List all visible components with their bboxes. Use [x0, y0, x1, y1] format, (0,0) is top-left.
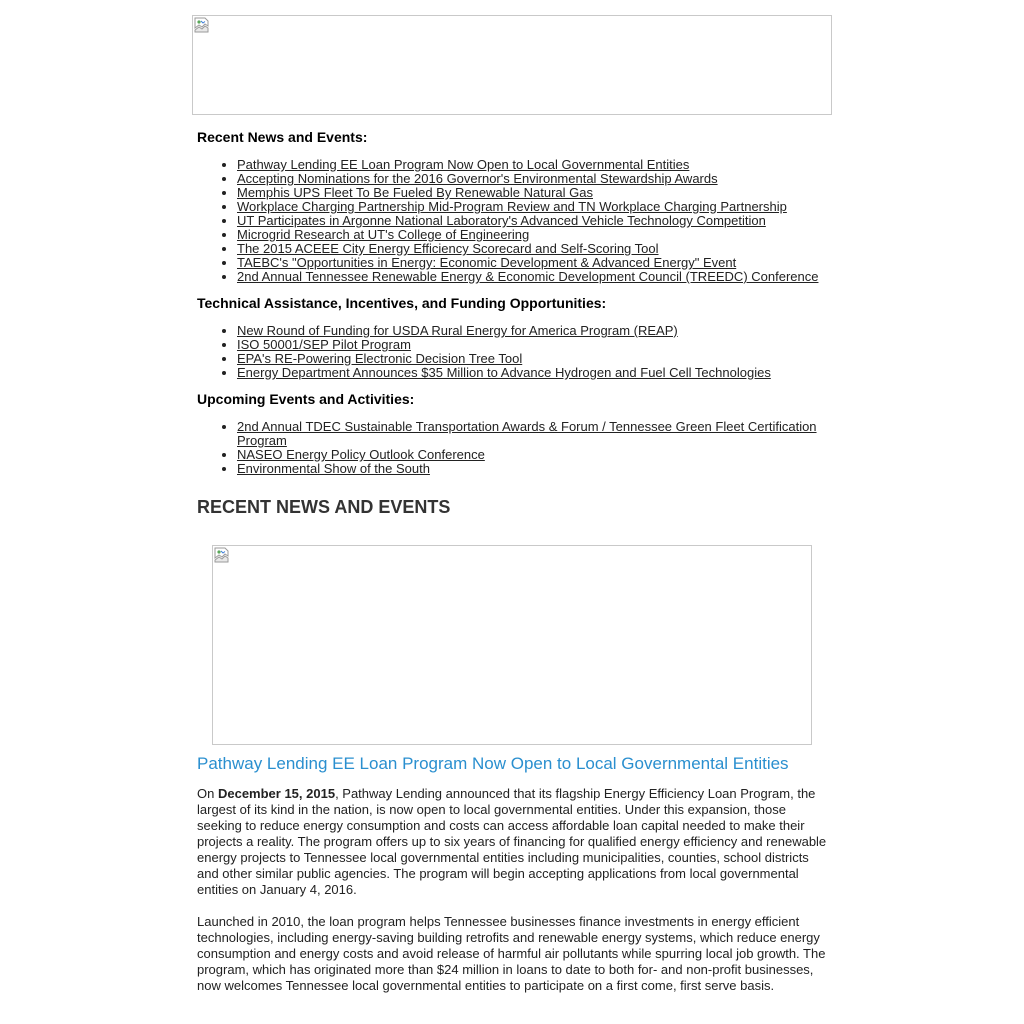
article-paragraph: Launched in 2010, the loan program helps Tennessee businesses finance investments in energy efficient technologies, including energy-saving building retrofits and renewable energy systems, which reduce energy consumption and energy costs and avoid release of harmful air pollutants while spurring local job growth. The program, which has originated more than $24 million in loans to date to both for- and non-profit businesses, now welcomes Tennessee local governmental entities to participate on a first come, first serve basis.	[197, 914, 826, 993]
list-item	[237, 448, 827, 462]
article-paragraph	[197, 786, 827, 898]
article-body	[197, 786, 827, 994]
header-banner-image	[192, 15, 832, 115]
article-text: , Pathway Lending announced that its flagship Energy Efficiency Loan Program, the largest of its kind in the nation, is now open to local governmental entities. Under this expansion, those seeking to reduce energy consumption and costs can access affordable loan capital needed to make their projects a reality. The program offers up to six years of financing for qualified energy efficiency and renewable energy projects to Tennessee local governmental entities including municipalities, counties, school districts and other similar public agencies. The program will begin accepting applications from local governmental entities on January 4, 2016.	[197, 786, 827, 897]
technical-assistance-link[interactable]: New Round of Funding for USDA Rural Energy for America Program (REAP)	[237, 323, 678, 338]
list-item	[237, 270, 827, 284]
upcoming-event-link[interactable]: Environmental Show of the South	[237, 461, 430, 476]
newsletter-content	[197, 128, 827, 1010]
recent-news-list	[197, 158, 827, 284]
recent-news-link[interactable]: The 2015 ACEEE City Energy Efficiency Scorecard and Self-Scoring Tool	[237, 241, 659, 256]
technical-assistance-link[interactable]: ISO 50001/SEP Pilot Program	[237, 337, 411, 352]
recent-news-link[interactable]: Workplace Charging Partnership Mid-Program Review and TN Workplace Charging Partnership	[237, 199, 787, 214]
broken-image-icon	[194, 17, 210, 33]
list-item	[237, 200, 827, 214]
list-item	[237, 186, 827, 200]
list-item	[237, 158, 827, 172]
technical-assistance-section-heading: Technical Assistance, Incentives, and Funding Opportunities:	[197, 295, 607, 311]
recent-news-heading: RECENT NEWS AND EVENTS	[197, 497, 451, 517]
list-item	[237, 256, 827, 270]
list-item	[237, 214, 827, 228]
list-item	[237, 462, 827, 476]
recent-news-link[interactable]: Memphis UPS Fleet To Be Fueled By Renewable Natural Gas	[237, 185, 593, 200]
technical-assistance-link[interactable]: Energy Department Announces $35 Million to Advance Hydrogen and Fuel Cell Technologies	[237, 365, 771, 380]
upcoming-events-list	[197, 420, 827, 476]
recent-news-link[interactable]: Microgrid Research at UT's College of Engineering	[237, 227, 530, 242]
list-item	[237, 366, 827, 380]
list-item	[237, 338, 827, 352]
recent-news-link[interactable]: 2nd Annual Tennessee Renewable Energy & Economic Development Council (TREEDC) Conference	[237, 269, 819, 284]
article-title[interactable]: Pathway Lending EE Loan Program Now Open to Local Governmental Entities	[197, 754, 789, 773]
upcoming-events-section-heading: Upcoming Events and Activities:	[197, 391, 415, 407]
upcoming-event-link[interactable]: 2nd Annual TDEC Sustainable Transportation Awards & Forum / Tennessee Green Fleet Certification Program	[237, 419, 817, 448]
recent-news-link[interactable]: TAEBC's "Opportunities in Energy: Economic Development & Advanced Energy" Event	[237, 255, 737, 270]
recent-news-link[interactable]: UT Participates in Argonne National Laboratory's Advanced Vehicle Technology Competition	[237, 213, 766, 228]
technical-assistance-list	[197, 324, 827, 380]
recent-news-link[interactable]: Pathway Lending EE Loan Program Now Open to Local Governmental Entities	[237, 157, 690, 172]
list-item	[237, 172, 827, 186]
technical-assistance-link[interactable]: EPA's RE-Powering Electronic Decision Tree Tool	[237, 351, 523, 366]
article-date: December 15, 2015	[217, 786, 336, 801]
upcoming-event-link[interactable]: NASEO Energy Policy Outlook Conference	[237, 447, 485, 462]
list-item	[237, 228, 827, 242]
list-item	[237, 324, 827, 338]
list-item	[237, 352, 827, 366]
broken-image-icon	[214, 547, 230, 563]
article-image	[212, 545, 812, 745]
list-item	[237, 242, 827, 256]
article-text: On	[197, 786, 218, 801]
recent-news-section-heading: Recent News and Events:	[197, 129, 368, 145]
list-item	[237, 420, 827, 448]
recent-news-link[interactable]: Accepting Nominations for the 2016 Governor's Environmental Stewardship Awards	[237, 171, 718, 186]
